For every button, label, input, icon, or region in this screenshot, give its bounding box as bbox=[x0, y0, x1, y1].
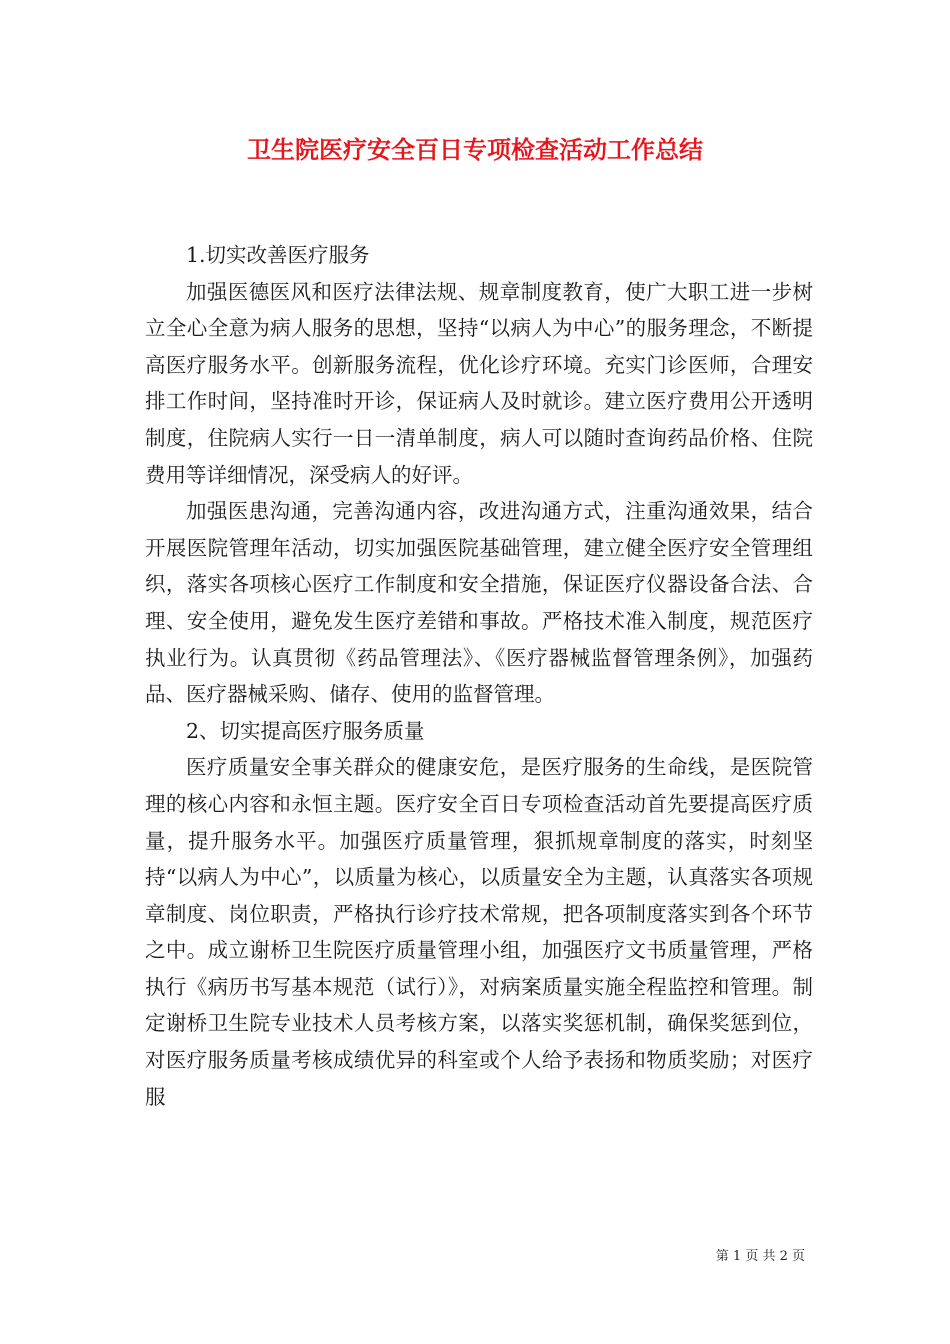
document-body bbox=[145, 237, 813, 1115]
document-title: 卫生院医疗安全百日专项检查活动工作总结 bbox=[247, 135, 703, 164]
section-heading-2: 2、切实提高医疗服务质量 bbox=[186, 718, 425, 743]
body-paragraph: 加强医德医风和医疗法律法规、规章制度教育，使广大职工进一步树立全心全意为病人服务的思想，坚持“以病人为中心”的服务理念，不断提高医疗服务水平。创新服务流程，优化诊疗环境。充实门诊医师，合理安排工作时间，坚持准时开诊，保证病人及时就诊。建立医疗费用公开透明制度，住院病人实行一日一清单制度，病人可以随时查询药品价格、住院费用等详细情况，深受病人的好评。 bbox=[145, 279, 813, 487]
body-paragraph: 医疗质量安全事关群众的健康安危，是医疗服务的生命线，是医院管理的核心内容和永恒主题。医疗安全百日专项检查活动首先要提高医疗质量，提升服务水平。加强医疗质量管理，狠抓规章制度的落实，时刻坚持“以病人为中心”，以质量为核心，以质量安全为主题，认真落实各项规章制度、岗位职责，严格执行诊疗技术常规，把各项制度落实到各个环节之中。成立谢桥卫生院医疗质量管理小组，加强医疗文书质量管理，严格执行《病历书写基本规范（试行）》，对病案质量实施全程监控和管理。制定谢桥卫生院专业技术人员考核方案，以落实奖惩机制，确保奖惩到位，对医疗服务质量考核成绩优异的科室或个人给予表扬和物质奖励；对医疗服 bbox=[145, 755, 813, 1109]
section-heading-1: 1.切实改善医疗服务 bbox=[186, 243, 370, 267]
page-number-footer: 第 1 页 共 2 页 bbox=[715, 1249, 805, 1264]
body-paragraph: 加强医患沟通，完善沟通内容，改进沟通方式，注重沟通效果，结合开展医院管理年活动，切实加强医院基础管理，建立健全医疗安全管理组织，落实各项核心医疗工作制度和安全措施，保证医疗仪器设备合法、合理、安全使用，避免发生医疗差错和事故。严格技术准入制度，规范医疗执业行为。认真贯彻《药品管理法》、《医疗器械监督管理条例》，加强药品、医疗器械采购、储存、使用的监督管理。 bbox=[145, 499, 813, 707]
